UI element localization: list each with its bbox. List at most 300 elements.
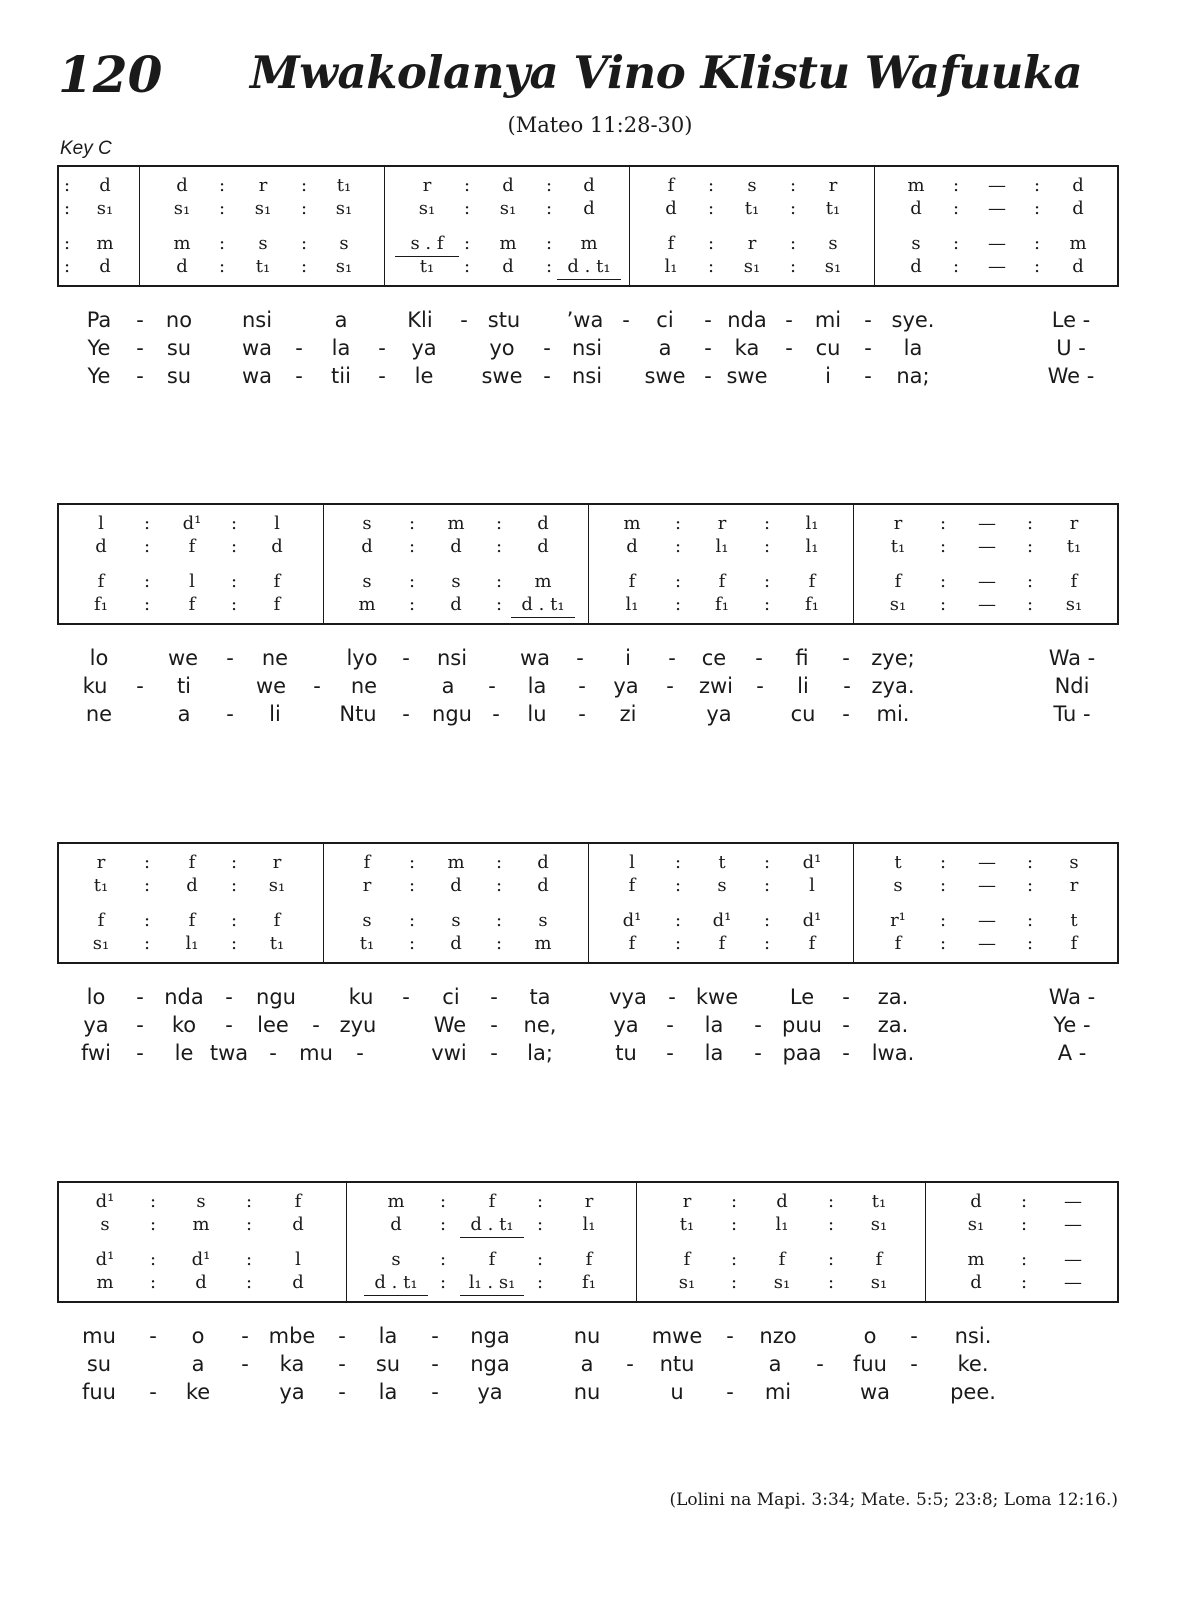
note-cell: s₁ xyxy=(743,256,761,277)
lyric-syllable: la xyxy=(704,1041,724,1065)
note-cell: d¹ xyxy=(802,852,822,873)
bar-line xyxy=(323,505,324,623)
note-cell: s₁ xyxy=(678,1272,696,1293)
lyric-hyphen: - xyxy=(431,1324,439,1348)
note-cell: s₁ xyxy=(889,594,907,615)
note-cell: m xyxy=(358,594,376,615)
note-cell: d xyxy=(537,513,549,534)
bar-line xyxy=(853,844,854,962)
note-cell: f xyxy=(628,571,636,592)
note-cell: s . f xyxy=(395,235,459,257)
note-cell: : xyxy=(439,1249,447,1270)
lyric-hyphen: - xyxy=(492,702,500,726)
note-cell: d . t₁ xyxy=(364,1274,428,1296)
note-cell: — xyxy=(978,875,996,896)
lyric-syllable: ntu xyxy=(659,1352,695,1376)
lyric-hyphen: - xyxy=(149,1324,157,1348)
note-cell: : xyxy=(789,198,797,219)
lyric-syllable: ci xyxy=(656,308,674,332)
lyric-hyphen: - xyxy=(576,646,584,670)
note-cell: s xyxy=(362,910,372,931)
lyric-syllable: mbe xyxy=(268,1324,316,1348)
note-cell: d xyxy=(537,536,549,557)
note-cell: d xyxy=(537,875,549,896)
lyric-syllable: stu xyxy=(487,308,521,332)
note-cell: m xyxy=(96,1272,114,1293)
note-cell: f xyxy=(718,571,726,592)
lyric-hyphen: - xyxy=(402,646,410,670)
note-cell: : xyxy=(230,852,238,873)
note-cell: m xyxy=(534,933,552,954)
note-cell: d xyxy=(195,1272,207,1293)
note-cell: : xyxy=(545,175,553,196)
note-cell: d¹ xyxy=(95,1191,115,1212)
note-cell: : xyxy=(707,175,715,196)
lyric-hyphen: - xyxy=(226,702,234,726)
lyric-syllable: i xyxy=(625,646,631,670)
note-cell: : xyxy=(218,198,226,219)
lyric-syllable: U - xyxy=(1056,336,1086,360)
note-cell: f xyxy=(875,1249,883,1270)
note-cell: : xyxy=(707,256,715,277)
note-cell: : xyxy=(1020,1249,1028,1270)
note-cell: f xyxy=(808,571,816,592)
lyric-hyphen: - xyxy=(226,646,234,670)
lyric-syllable: Ye xyxy=(87,364,111,388)
note-cell: : xyxy=(230,513,238,534)
note-cell: : xyxy=(952,256,960,277)
lyric-syllable: la xyxy=(378,1324,398,1348)
lyric-syllable: yo xyxy=(489,336,515,360)
lyric-hyphen: - xyxy=(864,336,872,360)
note-cell: f xyxy=(667,175,675,196)
lyric-syllable: Kli xyxy=(407,308,433,332)
lyric-hyphen: - xyxy=(910,1324,918,1348)
lyric-syllable: la xyxy=(903,336,923,360)
lyric-syllable: ku xyxy=(348,985,374,1009)
note-cell: d xyxy=(910,256,922,277)
lyric-syllable: ce xyxy=(701,646,727,670)
lyric-syllable: ngu xyxy=(432,702,472,726)
lyric-syllable: Le xyxy=(789,985,815,1009)
note-cell: : xyxy=(245,1214,253,1235)
note-cell: d xyxy=(292,1272,304,1293)
note-cell: : xyxy=(763,536,771,557)
note-cell: d xyxy=(626,536,638,557)
lyric-syllable: le xyxy=(414,364,434,388)
note-cell: : xyxy=(230,536,238,557)
note-cell: f xyxy=(188,536,196,557)
note-cell: — xyxy=(978,571,996,592)
lyric-syllable: paa xyxy=(782,1041,822,1065)
note-cell: : xyxy=(495,594,503,615)
note-cell: f xyxy=(294,1191,302,1212)
note-cell: l₁ xyxy=(185,933,199,954)
note-cell: — xyxy=(978,513,996,534)
lyric-hyphen: - xyxy=(785,308,793,332)
note-cell: : xyxy=(763,933,771,954)
note-cell: l xyxy=(189,571,195,592)
note-cell: : xyxy=(143,594,151,615)
note-cell: d xyxy=(99,175,111,196)
lyric-syllable: ngu xyxy=(256,985,296,1009)
note-cell: d¹ xyxy=(95,1249,115,1270)
lyric-syllable: ya xyxy=(613,1013,639,1037)
lyric-hyphen: - xyxy=(225,1013,233,1037)
note-cell: l₁ xyxy=(664,256,678,277)
note-cell: f xyxy=(628,875,636,896)
note-cell: d . t₁ xyxy=(460,1216,524,1238)
note-cell: d xyxy=(1072,256,1084,277)
note-cell: f xyxy=(363,852,371,873)
note-cell: : xyxy=(763,910,771,931)
note-cell: f xyxy=(1070,571,1078,592)
note-cell: f xyxy=(894,571,902,592)
lyric-hyphen: - xyxy=(756,674,764,698)
note-cell: : xyxy=(789,175,797,196)
note-cell: : xyxy=(218,233,226,254)
note-cell: : xyxy=(827,1214,835,1235)
note-cell: s₁ xyxy=(335,198,353,219)
note-cell: l₁ xyxy=(805,536,819,557)
note-cell: : xyxy=(143,933,151,954)
note-cell: s xyxy=(196,1191,206,1212)
bar-line xyxy=(384,167,385,285)
note-cell: f xyxy=(585,1249,593,1270)
lyric-syllable: fwi xyxy=(80,1041,112,1065)
note-cell: s₁ xyxy=(824,256,842,277)
lyric-syllable: ka xyxy=(734,336,760,360)
note-cell: s xyxy=(893,875,903,896)
note-cell: — xyxy=(988,233,1006,254)
lyric-syllable: mu xyxy=(299,1041,333,1065)
note-cell: : xyxy=(939,594,947,615)
note-cell: f xyxy=(667,233,675,254)
note-cell: d xyxy=(1072,198,1084,219)
note-cell: : xyxy=(230,933,238,954)
note-cell: l xyxy=(98,513,104,534)
lyric-syllable: fuu xyxy=(852,1352,887,1376)
note-cell: t₁ xyxy=(359,933,375,954)
note-cell: f xyxy=(894,933,902,954)
note-cell: : xyxy=(245,1249,253,1270)
note-cell: t₁ xyxy=(679,1214,695,1235)
lyric-syllable: Ye xyxy=(87,336,111,360)
lyric-hyphen: - xyxy=(136,336,144,360)
lyric-syllable: mwe xyxy=(651,1324,703,1348)
note-cell: f xyxy=(273,910,281,931)
lyric-syllable: pee. xyxy=(950,1380,996,1404)
note-cell: : xyxy=(495,933,503,954)
lyric-hyphen: - xyxy=(578,674,586,698)
note-cell: d xyxy=(390,1214,402,1235)
lyric-hyphen: - xyxy=(864,364,872,388)
note-cell: s₁ xyxy=(418,198,436,219)
lyric-syllable: la xyxy=(704,1013,724,1037)
lyric-syllable: ko xyxy=(171,1013,197,1037)
lyric-syllable: lo xyxy=(86,985,106,1009)
lyric-syllable: za. xyxy=(877,985,909,1009)
note-cell: : xyxy=(707,198,715,219)
note-cell: : xyxy=(536,1214,544,1235)
lyric-hyphen: - xyxy=(666,1041,674,1065)
lyric-hyphen: - xyxy=(313,674,321,698)
lyric-syllable: mi. xyxy=(876,702,910,726)
note-cell: r¹ xyxy=(890,910,906,931)
lyric-hyphen: - xyxy=(726,1324,734,1348)
note-cell: : xyxy=(763,571,771,592)
lyric-syllable: Wa - xyxy=(1048,646,1096,670)
note-cell: : xyxy=(149,1191,157,1212)
lyric-syllable: vwi xyxy=(431,1041,467,1065)
note-cell: : xyxy=(674,594,682,615)
lyric-syllable: cu xyxy=(790,702,816,726)
lyric-syllable: ya xyxy=(613,674,639,698)
note-cell: : xyxy=(408,852,416,873)
note-cell: : xyxy=(63,175,71,196)
note-cell: — xyxy=(1064,1191,1082,1212)
note-cell: : xyxy=(939,852,947,873)
lyric-hyphen: - xyxy=(704,336,712,360)
lyric-syllable: zye; xyxy=(871,646,915,670)
note-cell: t₁ xyxy=(93,875,109,896)
note-cell: t₁ xyxy=(825,198,841,219)
note-cell: : xyxy=(149,1214,157,1235)
note-cell: : xyxy=(545,233,553,254)
lyric-syllable: puu xyxy=(782,1013,822,1037)
note-cell: m xyxy=(96,233,114,254)
note-cell: s xyxy=(538,910,548,931)
note-cell: : xyxy=(300,175,308,196)
lyric-hyphen: - xyxy=(136,1041,144,1065)
note-cell: f xyxy=(808,933,816,954)
note-cell: d xyxy=(970,1191,982,1212)
note-cell: t₁ xyxy=(744,198,760,219)
note-cell: : xyxy=(763,513,771,534)
note-cell: m xyxy=(447,513,465,534)
note-cell: — xyxy=(988,175,1006,196)
note-cell: : xyxy=(939,875,947,896)
lyric-syllable: wa xyxy=(519,646,551,670)
lyric-syllable: ke xyxy=(185,1380,211,1404)
note-cell: s xyxy=(362,571,372,592)
lyric-syllable: mi xyxy=(814,308,842,332)
bar-line xyxy=(139,167,140,285)
note-cell: : xyxy=(789,233,797,254)
lyric-syllable: ke. xyxy=(957,1352,989,1376)
lyric-syllable: nzo xyxy=(759,1324,797,1348)
lyric-syllable: la xyxy=(527,674,547,698)
note-cell: s₁ xyxy=(499,198,517,219)
lyric-syllable: ya xyxy=(477,1380,503,1404)
bar-line xyxy=(925,1183,926,1301)
lyric-syllable: a xyxy=(334,308,348,332)
note-cell: t₁ xyxy=(255,256,271,277)
note-cell: f₁ xyxy=(582,1272,596,1293)
note-cell: : xyxy=(63,256,71,277)
lyric-hyphen: - xyxy=(136,985,144,1009)
lyric-hyphen: - xyxy=(402,702,410,726)
note-cell: — xyxy=(988,256,1006,277)
note-cell: s₁ xyxy=(254,198,272,219)
lyric-syllable: nsi xyxy=(436,646,468,670)
bar-line xyxy=(636,1183,637,1301)
lyric-syllable: tu xyxy=(615,1041,637,1065)
note-cell: f xyxy=(97,910,105,931)
lyric-syllable: A - xyxy=(1057,1041,1087,1065)
lyric-syllable: fi xyxy=(795,646,809,670)
note-cell: : xyxy=(149,1272,157,1293)
note-cell: d xyxy=(537,852,549,873)
note-cell: f xyxy=(683,1249,691,1270)
note-cell: : xyxy=(408,513,416,534)
note-cell: d xyxy=(583,175,595,196)
lyric-syllable: su xyxy=(166,336,192,360)
note-cell: l xyxy=(809,875,815,896)
note-cell: s xyxy=(828,233,838,254)
note-cell: d xyxy=(95,536,107,557)
lyric-syllable: lee xyxy=(257,1013,289,1037)
note-cell: — xyxy=(1064,1214,1082,1235)
note-cell: s xyxy=(1069,852,1079,873)
note-cell: : xyxy=(463,198,471,219)
note-cell: f xyxy=(718,933,726,954)
lyric-syllable: a xyxy=(768,1352,782,1376)
note-cell: l₁ xyxy=(582,1214,596,1235)
lyric-syllable: a xyxy=(580,1352,594,1376)
note-cell: s xyxy=(258,233,268,254)
note-cell: — xyxy=(978,536,996,557)
note-cell: : xyxy=(1020,1214,1028,1235)
lyric-syllable: ta xyxy=(529,985,551,1009)
bar-line xyxy=(346,1183,347,1301)
note-cell: : xyxy=(495,852,503,873)
lyric-syllable: swe xyxy=(481,364,523,388)
note-cell: d xyxy=(176,175,188,196)
note-cell: f xyxy=(778,1249,786,1270)
lyric-hyphen: - xyxy=(488,674,496,698)
note-cell: : xyxy=(143,571,151,592)
lyric-syllable: Ndi xyxy=(1054,674,1090,698)
note-cell: t xyxy=(718,852,726,873)
note-cell: r xyxy=(747,233,757,254)
score-system xyxy=(57,165,1119,287)
lyric-hyphen: - xyxy=(910,1352,918,1376)
note-cell: m xyxy=(192,1214,210,1235)
note-cell: : xyxy=(939,513,947,534)
note-cell: : xyxy=(230,571,238,592)
lyric-syllable: wa xyxy=(859,1380,891,1404)
score-system xyxy=(57,842,1119,964)
lyric-syllable: wa xyxy=(241,364,273,388)
lyric-syllable: swe xyxy=(726,364,768,388)
lyric-hyphen: - xyxy=(338,1324,346,1348)
note-cell: : xyxy=(674,571,682,592)
lyric-syllable: cu xyxy=(815,336,841,360)
note-cell: : xyxy=(463,233,471,254)
note-cell: d xyxy=(361,536,373,557)
lyric-syllable: Tu - xyxy=(1053,702,1091,726)
lyric-syllable: zwi xyxy=(698,674,734,698)
lyric-hyphen: - xyxy=(668,646,676,670)
note-cell: : xyxy=(143,875,151,896)
note-cell: : xyxy=(536,1191,544,1212)
note-cell: : xyxy=(827,1191,835,1212)
lyric-hyphen: - xyxy=(136,1013,144,1037)
note-cell: : xyxy=(439,1191,447,1212)
note-cell: r xyxy=(362,875,372,896)
lyric-hyphen: - xyxy=(402,985,410,1009)
note-cell: : xyxy=(763,594,771,615)
note-cell: : xyxy=(63,233,71,254)
lyric-hyphen: - xyxy=(843,674,851,698)
lyric-syllable: wa xyxy=(241,336,273,360)
note-cell: : xyxy=(408,536,416,557)
note-cell: : xyxy=(218,175,226,196)
note-cell: : xyxy=(1033,256,1041,277)
note-cell: d xyxy=(186,875,198,896)
lyric-syllable: nda xyxy=(727,308,767,332)
note-cell: : xyxy=(1026,875,1034,896)
lyric-syllable: ya xyxy=(279,1380,305,1404)
bar-line xyxy=(588,505,589,623)
lyric-syllable: su xyxy=(86,1352,112,1376)
note-cell: : xyxy=(230,594,238,615)
note-cell: l₁ xyxy=(715,536,729,557)
note-cell: : xyxy=(545,256,553,277)
lyric-syllable: zya. xyxy=(871,674,915,698)
note-cell: : xyxy=(952,233,960,254)
note-cell: : xyxy=(674,875,682,896)
lyric-hyphen: - xyxy=(312,1013,320,1037)
note-cell: : xyxy=(827,1249,835,1270)
lyric-hyphen: - xyxy=(754,1041,762,1065)
lyric-hyphen: - xyxy=(666,674,674,698)
bar-line xyxy=(323,844,324,962)
lyric-syllable: ’wa xyxy=(566,308,604,332)
note-cell: : xyxy=(463,175,471,196)
lyric-syllable: We xyxy=(433,1013,467,1037)
note-cell: d xyxy=(271,536,283,557)
note-cell: : xyxy=(674,933,682,954)
note-cell: s₁ xyxy=(96,198,114,219)
note-cell: : xyxy=(952,198,960,219)
note-cell: r xyxy=(272,852,282,873)
note-cell: d xyxy=(776,1191,788,1212)
lyric-hyphen: - xyxy=(490,1013,498,1037)
lyric-syllable: lu xyxy=(527,702,547,726)
bar-line xyxy=(588,844,589,962)
note-cell: f xyxy=(488,1191,496,1212)
note-cell: : xyxy=(63,198,71,219)
note-cell: d¹ xyxy=(182,513,202,534)
note-cell: s₁ xyxy=(773,1272,791,1293)
lyric-hyphen: - xyxy=(755,646,763,670)
note-cell: m xyxy=(580,233,598,254)
note-cell: : xyxy=(730,1214,738,1235)
note-cell: s xyxy=(747,175,757,196)
note-cell: d xyxy=(292,1214,304,1235)
note-cell: : xyxy=(495,910,503,931)
lyric-syllable: sye. xyxy=(891,308,935,332)
lyric-hyphen: - xyxy=(726,1380,734,1404)
lyric-hyphen: - xyxy=(149,1380,157,1404)
lyric-syllable: su xyxy=(166,364,192,388)
note-cell: : xyxy=(939,571,947,592)
lyric-syllable: Le - xyxy=(1051,308,1091,332)
note-cell: : xyxy=(439,1214,447,1235)
note-cell: s xyxy=(911,233,921,254)
